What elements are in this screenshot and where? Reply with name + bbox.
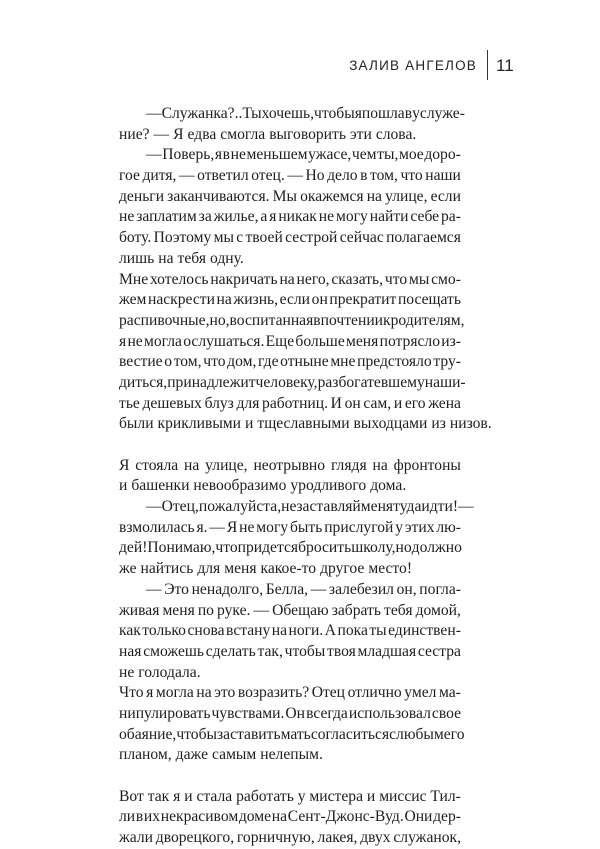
text-line: не голодала. xyxy=(119,663,201,681)
paragraph-gap xyxy=(119,766,461,787)
text-line: же найтись для меня какое-то другое место! xyxy=(119,560,413,578)
text-line: и башенки невообразимо уродливого дома. xyxy=(119,477,407,495)
text-line: нипулировать чувствами. Он всегда использовал свое xyxy=(119,704,461,722)
header-divider xyxy=(487,50,488,80)
text-line: — Это ненадолго, Белла, — залебезил он, погла- xyxy=(146,580,461,598)
text-line: взмолилась я. — Я не могу быть прислугой у этих лю- xyxy=(119,518,461,536)
paragraph-gap xyxy=(119,435,461,456)
text-line: я не могла ослушаться. Еще больше меня потрясло из- xyxy=(119,332,461,350)
text-line: гое дитя, — ответил отец. — Но дело в том, что наши xyxy=(119,167,461,185)
text-line: — Служанка?.. Ты хочешь, чтобы я пошла в услуже- xyxy=(146,105,465,122)
text-line: боту. Поэтому мы с твоей сестрой сейчас полагаемся xyxy=(119,229,461,247)
text-line: ли в их некрасивом доме на Сент-Джонс-Вуд. Они дер- xyxy=(119,808,461,826)
text-line: жали дворецкого, горничную, лакея, двух служанок, xyxy=(119,829,461,847)
text-line: жем наскрести на жизнь, если он прекратит посещать xyxy=(119,291,461,309)
text-line: не заплатим за жилье, а я никак не могу найти себе ра- xyxy=(119,208,461,226)
running-head-title: ЗАЛИВ АНГЕЛОВ xyxy=(349,57,477,73)
text-line: Вот так я и стала работать у мистера и миссис Тил- xyxy=(119,787,461,805)
text-line: распивочные, но, воспитанная в почтении к родителям, xyxy=(119,311,465,329)
text-line: планом, даже самым нелепым. xyxy=(119,746,323,764)
text-line: живая меня по руке. — Обещаю забрать тебя домой, xyxy=(119,601,461,619)
text-line: — Поверь, я в не меньшем ужасе, чем ты, мое доро- xyxy=(146,146,461,164)
page-number: 11 xyxy=(496,56,514,75)
text-line: деньги заканчиваются. Мы окажемся на улице, если xyxy=(119,187,461,205)
text-line: — Отец, пожалуйста, не заставляй меня туда идти! — xyxy=(146,498,474,516)
body-text xyxy=(119,104,492,849)
text-line: Я стояла на улице, неотрывно глядя на фронтоны xyxy=(119,456,461,474)
text-line: были крикливыми и тщеславными выходцами из низов. xyxy=(119,415,492,433)
text-line: как только снова встану на ноги. А пока ты единствен- xyxy=(119,622,461,640)
running-header xyxy=(349,50,488,80)
text-line: ние? — Я едва смогла выговорить эти слова. xyxy=(119,125,417,143)
text-line: Что я могла на это возразить? Отец отлично умел ма- xyxy=(119,684,461,702)
text-line: обаяние, чтобы заставить мать согласиться с любым его xyxy=(119,725,465,743)
text-line: диться, принадлежит человеку, разбогатевшему на ши- xyxy=(119,373,466,391)
text-line: ная сможешь сделать так, чтобы твоя младшая сестра xyxy=(119,642,461,660)
text-line: дей! Понимаю, что придется бросить школу, но должно xyxy=(119,539,462,557)
text-line: лишь на тебя одну. xyxy=(119,249,244,267)
text-line: Мне хотелось накричать на него, сказать, что мы смо- xyxy=(119,270,461,288)
text-line: тье дешевых блуз для работниц. И он сам, и его жена xyxy=(119,394,461,412)
text-line: вестие о том, что дом, где отныне мне предстояло тру- xyxy=(119,353,461,371)
